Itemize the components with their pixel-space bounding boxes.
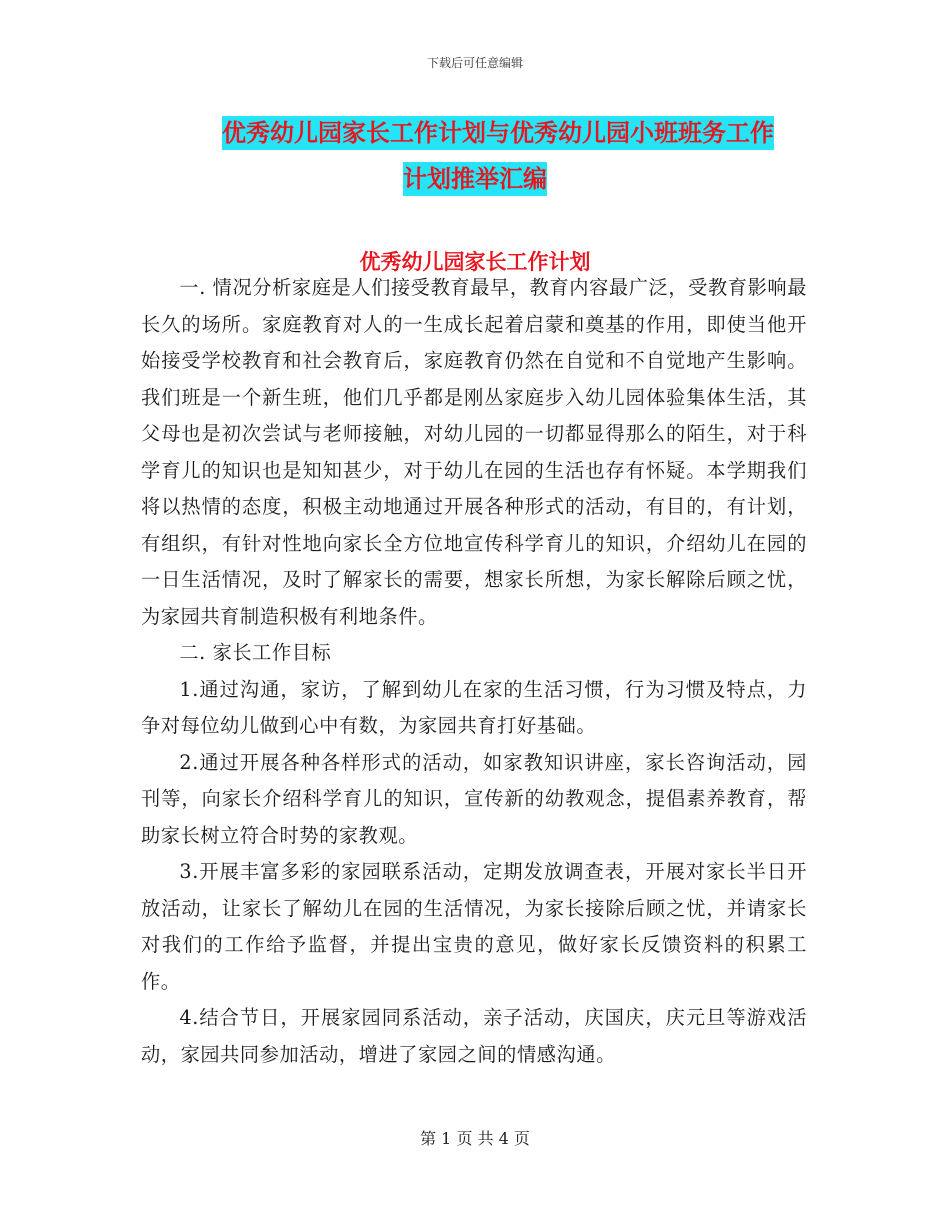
paragraph-goal-4: 4.结合节日，开展家园同系活动，亲子活动，庆国庆，庆元旦等游戏活动，家园共同参加活动，增进了家园之间的情感沟通。 — [141, 1006, 807, 1066]
page-footer: 第 1 页 共 4 页 — [420, 1129, 530, 1148]
paragraph-goal-1: 1.通过沟通，家访，了解到幼儿在家的生活习惯，行为习惯及特点，力争对每位幼儿做到心中有数，为家园共育打好基础。 — [141, 677, 807, 737]
paragraph-goal-2: 2.通过开展各种各样形式的活动，如家教知识讲座，家长咨询活动，园刊等，向家长介绍科学育儿的知识，宣传新的幼教观念，提倡素养教育，帮助家长树立符合时势的家教观。 — [141, 750, 807, 847]
paragraph-situation-analysis: 一. 情况分析家庭是人们接受教育最早，教育内容最广泛，受教育影响最长久的场所。家庭教育对人的一生成长起着启蒙和奠基的作用，即使当他开始接受学校教育和社会教育后，家庭教育仍然在自觉和不自觉地产生影响。我们班是一个新生班，他们几乎都是刚丛家庭步入幼儿园体验集体生活，其父母也是初次尝试与老师接触，对幼儿园的一切都显得那么的陌生，对于科学育儿的知识也是知知甚少，对于幼儿在园的生活也存有怀疑。本学期我们将以热情的态度，积极主动地通过开展各种形式的活动，有目的，有计划，有组织，有针对性地向家长全方位地宣传科学育儿的知识，介绍幼儿在园的一日生活情况，及时了解家长的需要，想家长所想，为家长解除后顾之忧，为家园共育制造积极有利地条件。 — [141, 276, 807, 628]
document-title-line2: 计划推举汇编 — [403, 162, 547, 196]
document-body — [141, 270, 807, 1073]
section-title: 优秀幼儿园家长工作计划 — [359, 250, 591, 274]
paragraph-goal-3: 3.开展丰富多彩的家园联系活动，定期发放调查表，开展对家长半日开放活动，让家长了解幼儿在园的生活情况，为家长接除后顾之忧，并请家长对我们的工作给予监督，并提出宝贵的意见，做好家长反馈资料的积累工作。 — [141, 860, 807, 993]
document-title-line1: 优秀幼儿园家长工作计划与优秀幼儿园小班班务工作 — [222, 116, 774, 150]
paragraph-goals-heading: 二. 家长工作目标 — [179, 641, 332, 664]
document-title — [0, 110, 950, 202]
header-note: 下载后可任意编辑 — [426, 56, 523, 70]
